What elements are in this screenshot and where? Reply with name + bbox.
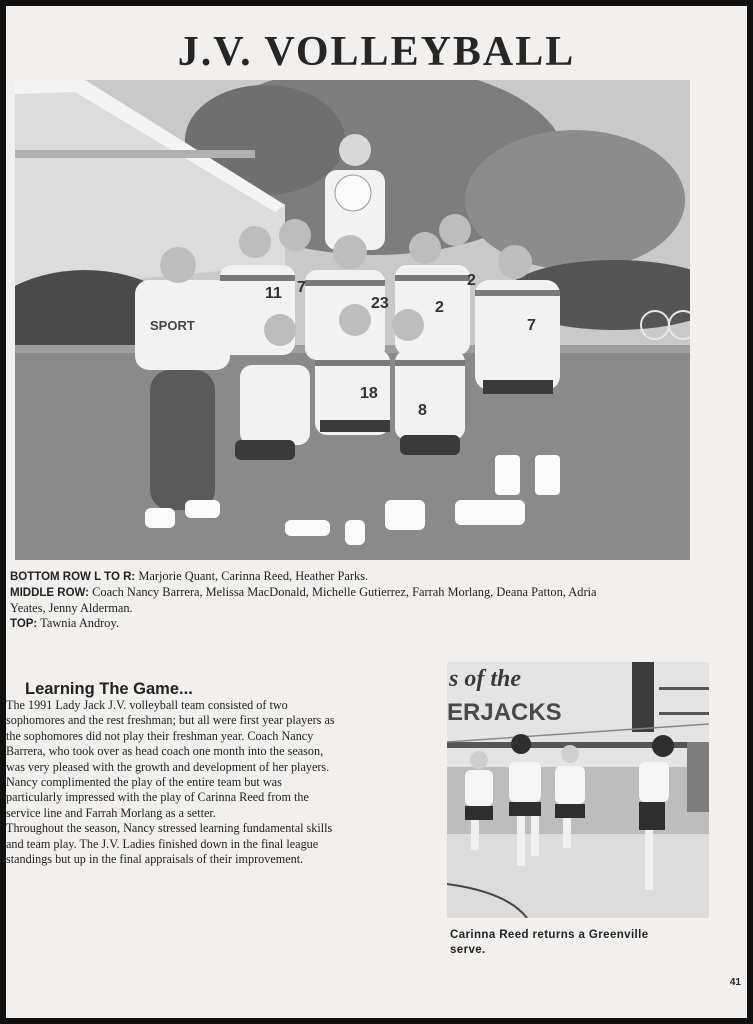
gym-banner-text: s of the xyxy=(449,666,521,692)
jersey-number: 18 xyxy=(360,385,378,402)
bottom-row-caption xyxy=(10,569,710,585)
caption-line: Carinna Reed returns a Greenville xyxy=(450,929,649,941)
article-line: was very pleased with the growth and development of her players. xyxy=(6,759,330,774)
caption-names: Tawnia Androy. xyxy=(37,616,119,630)
jersey-number: 7 xyxy=(297,279,306,296)
action-photo-caption xyxy=(450,928,710,958)
sweatshirt-text: SPORT xyxy=(150,318,195,333)
article-line: sophomores and the rest freshman; but all were first year players as xyxy=(6,713,335,728)
article-line: Throughout the season, Nancy stressed learning fundamental skills xyxy=(6,821,333,836)
caption-names: Coach Nancy Barrera, Melissa MacDonald, Michelle Gutierrez, Farrah Morlang, Deana Patton, Adria xyxy=(89,585,597,599)
page-title: J.V. VOLLEYBALL xyxy=(177,29,576,75)
middle-row-caption xyxy=(10,585,710,601)
yearbook-page xyxy=(6,6,747,1018)
jersey-number: 2 xyxy=(467,272,476,289)
caption-label: TOP: xyxy=(10,618,38,630)
caption-label: MIDDLE ROW: xyxy=(10,587,90,599)
jersey-number: 23 xyxy=(371,295,389,312)
jersey-number: 8 xyxy=(418,402,427,419)
article-heading: Learning The Game... xyxy=(25,680,193,698)
caption-label: BOTTOM ROW L TO R: xyxy=(10,571,136,583)
jersey-number: 7 xyxy=(527,317,536,334)
caption-line: serve. xyxy=(450,944,486,956)
article-line: standings but up in the final appraisals of their improvement. xyxy=(6,852,304,867)
page-number: 41 xyxy=(729,977,741,988)
article-line: service line and Farrah Morlang as a setter. xyxy=(6,805,216,820)
article-line: Barrera, who took over as head coach one month into the season, xyxy=(6,744,324,759)
article-line: particularly impressed with the play of Carinna Reed from the xyxy=(6,790,309,805)
gym-banner-text: ERJACKS xyxy=(447,699,562,726)
caption-names: Yeates, Jenny Alderman. xyxy=(10,601,133,615)
jersey-number: 2 xyxy=(435,299,444,316)
article-line: The 1991 Lady Jack J.V. volleyball team consisted of two xyxy=(6,698,288,712)
middle-row-caption-cont xyxy=(10,601,710,616)
caption-names: Marjorie Quant, Carinna Reed, Heather Parks. xyxy=(135,569,369,583)
roster-caption xyxy=(10,569,710,632)
article-line: and team play. The J.V. Ladies finished down in the final league xyxy=(6,836,319,851)
top-row-caption xyxy=(10,616,710,632)
jersey-number: 11 xyxy=(265,285,282,302)
article-line: the sophomores did not play their freshman year. Coach Nancy xyxy=(6,728,314,743)
team-group-photo xyxy=(15,80,690,560)
article-line: Nancy complimented the play of the entire team but was xyxy=(6,775,282,790)
article-body xyxy=(6,698,411,867)
action-photo xyxy=(447,662,709,918)
